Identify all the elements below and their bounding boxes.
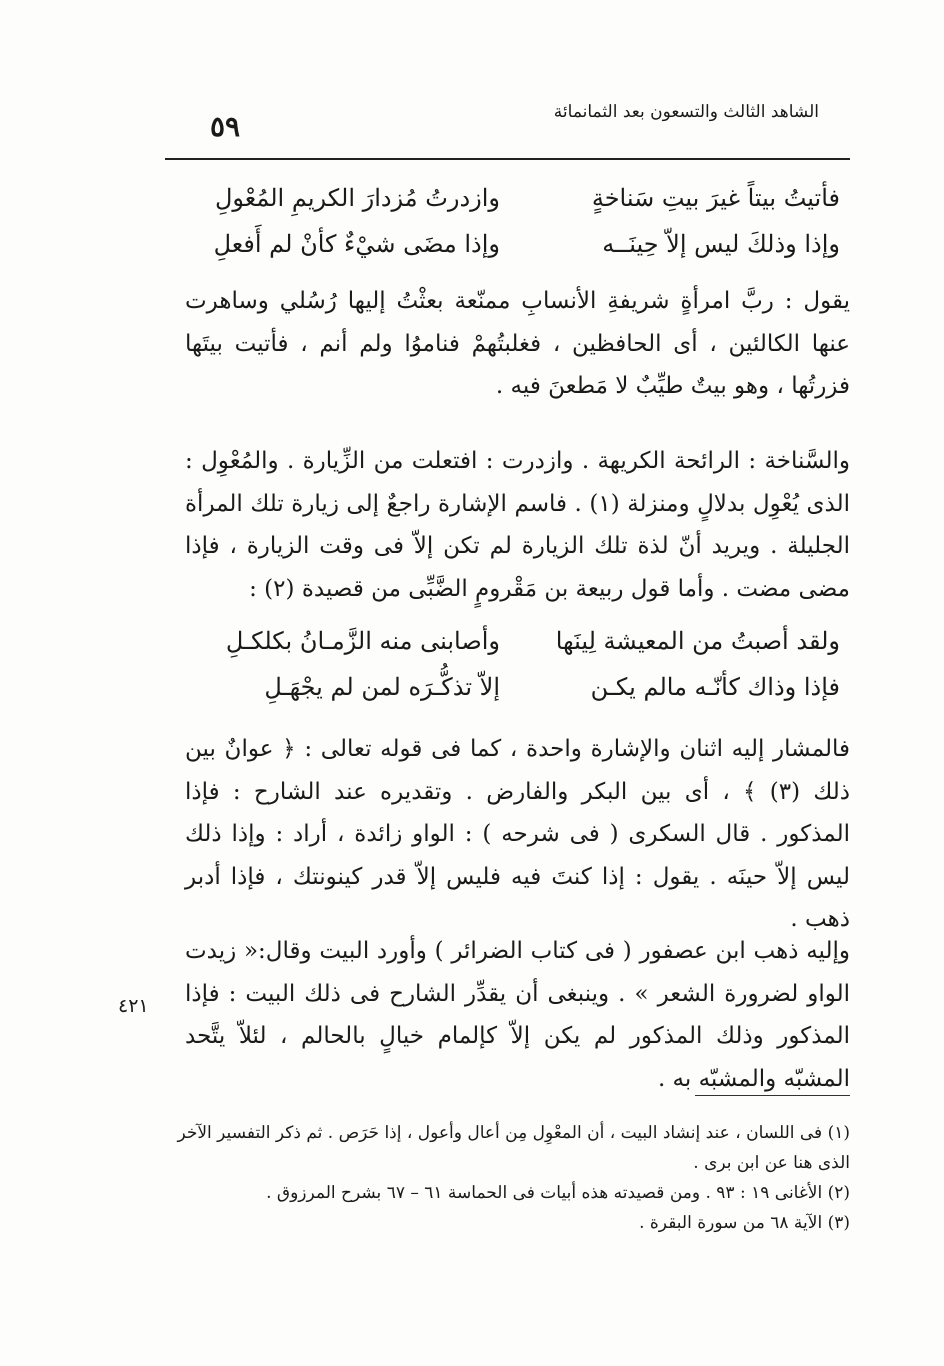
commentary-paragraph-4: وإليه ذهب ابن عصفور ( فى كتاب الضرائر ) وأورد البيت وقال:« زيدت الواو لضرورة الشعر » . وينبغى أن يقدِّر الشارح فى ذلك البيت : فإذا المذكور وذلك المذكور لم يكن إلاّ كإلمام خيالٍ بالحالم ، لئلاّ يتَّحد المشبّه والمشبّه به . <box>185 938 850 1092</box>
verse-line <box>200 221 840 267</box>
verse-first-hemistich: ولقد أصبتُ من المعيشة لِينَها <box>555 627 840 655</box>
header-rule <box>165 158 850 160</box>
verse-line <box>200 175 840 221</box>
verse-first-hemistich: فإذا وذاك كأنّـه مالم يكـن <box>590 673 840 701</box>
verse-second-hemistich: وازدرتُ مُزدارَ الكريمِ المُعْولِ <box>214 184 500 212</box>
verse-line <box>200 664 840 710</box>
commentary-paragraph-3: فالمشار إليه اثنان والإشارة واحدة ، كما فى قوله تعالى : ﴿ عوانٌ بين ذلك (٣) ﴾ ، أى بين البكر والفارض . وتقديره عند الشارح : فإذا المذكور . قال السكرى ( فى شرحه ) : الواو زائدة ، أراد : وإذا ذلك ليس إلاّ حينَه . يقول : إذا كنتَ فيه فليس إلاّ قدر كينونتك ، فإذا أدبر ذهب . <box>185 736 850 932</box>
footnote-1: (١) فى اللسان ، عند إنشاد البيت ، أن المعْوِل مِن أعال وأعول ، إذا حَرَص . ثم ذكر التفسير الآخر الذى هنا عن ابن برى . <box>177 1123 850 1173</box>
verse-line <box>200 618 840 664</box>
page-number: ٥٩ <box>210 110 241 143</box>
verse-second-hemistich: وأصابنى منه الزَّمـانُ بكلكـلِ <box>225 627 500 655</box>
verse-second-hemistich: إلاّ تذكُّـرَه لمن لم يجْهَـلِ <box>264 673 500 701</box>
commentary-paragraph-2: والسَّناخة : الرائحة الكريهة . وازدرت : افتعلت من الزِّيارة . والمُعْوِل : الذى يُعْوِل بدلالٍ ومنزلة (١) . فاسم الإشارة راجعٌ إلى زيارة تلك المرأة الجليلة . ويريد أنّ لذة تلك الزيارة لم تكن إلاّ فى وقت الزيارة ، فإذا مضى مضت . وأما قول ربيعة بن مَقْرومٍ الضَّبِّى من قصيدة (٢) : <box>185 448 850 602</box>
commentary-paragraph-1: يقول : ربَّ امرأةٍ شريفةِ الأنسابِ ممنّعة بعثْتُ إليها رُسُلي وساهرت عنها الكالئين ، أى الحافظين ، فغلبتُهمْ فناموُا ولم أنم ، فأتيت بيتَها فزرتُها ، وهو بيتٌ طيِّبٌ لا مَطعنَ فيه . <box>185 288 850 399</box>
verse-block-2 <box>200 618 840 710</box>
running-title: الشاهد الثالث والتسعون بعد الثمانمائة <box>553 102 819 122</box>
verse-first-hemistich: وإذا وذلكَ ليس إلاّ حِينَــه <box>602 230 840 258</box>
footnote-rule <box>695 1095 850 1096</box>
footnote-2: (٢) الأغانى ١٩ : ٩٣ . ومن قصيدته هذه أبيات فى الحماسة ٦١ – ٦٧ بشرح المرزوق . <box>266 1183 850 1203</box>
verse-first-hemistich: فأتيتُ بيتاً غيرَ بيتِ سَناخةٍ <box>591 184 840 212</box>
margin-page-number: ٤٢١ <box>118 995 149 1017</box>
verse-second-hemistich: وإذا مضَى شيْءٌ كأنْ لم أَفعلِ <box>213 230 500 258</box>
verse-block-1 <box>200 175 840 267</box>
footnotes <box>175 1118 850 1238</box>
footnote-3: (٣) الآية ٦٨ من سورة البقرة . <box>639 1213 850 1233</box>
